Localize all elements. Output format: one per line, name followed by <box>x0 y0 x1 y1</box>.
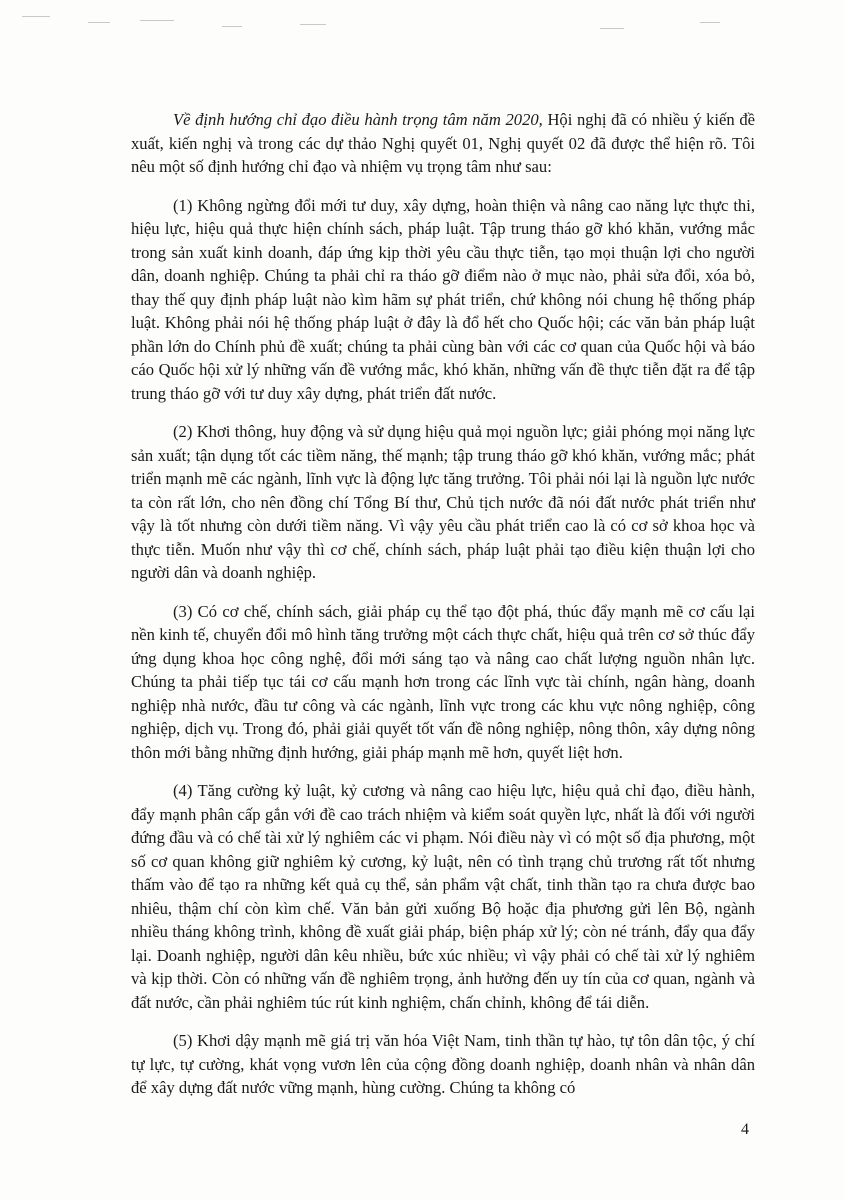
paragraph-4: (4) Tăng cường kỷ luật, kỷ cương và nâng cao hiệu lực, hiệu quả chỉ đạo, điều hành, đẩy mạnh phân cấp gắn với đề cao trách nhiệm và kiểm soát quyền lực, nhất là đối với người đứng đầu và có chế tài xử lý nghiêm các vi phạm. Nói điều này vì có một số địa phương, một số cơ quan không giữ nghiêm kỷ cương, kỷ luật, nên có tình trạng chủ trương rất tốt nhưng thấm vào để tạo ra những kết quả cụ thể, sản phẩm vật chất, tinh thần tạo ra chưa được bao nhiêu, thậm chí còn kìm chế. Văn bản gửi xuống Bộ hoặc địa phương gửi lên Bộ, ngành nhiều tháng không trình, không đề xuất giải pháp, biện pháp xử lý; còn né tránh, đẩy qua đẩy lại. Doanh nghiệp, người dân kêu nhiều, bức xúc nhiều; vì vậy phải có chế tài xử lý nghiêm và kịp thời. Còn có những vấn đề nghiêm trọng, ảnh hưởng đến uy tín của cơ quan, ngành và đất nước, cần phải nghiêm túc rút kinh nghiệm, chấn chỉnh, không để tái diễn. <box>131 781 755 1012</box>
paragraph-2: (2) Khơi thông, huy động và sử dụng hiệu quả mọi nguồn lực; giải phóng mọi năng lực sản xuất; tận dụng tốt các tiềm năng, thế mạnh; tập trung tháo gỡ khó khăn, vướng mắc; phát triển mạnh mẽ các ngành, lĩnh vực là động lực tăng trưởng. Tôi phải nói lại là nguồn lực nước ta còn rất lớn, cho nên đồng chí Tổng Bí thư, Chủ tịch nước đã nói đất nước phát triển như vậy là tốt nhưng còn dưới tiềm năng. Vì vậy yêu cầu phát triển cao là có cơ sở khoa học và thực tiễn. Muốn như vậy thì cơ chế, chính sách, pháp luật phải tạo điều kiện thuận lợi cho người dân và doanh nghiệp. <box>131 422 755 582</box>
scan-artifact-line <box>700 22 720 23</box>
scan-artifact-line <box>600 28 624 29</box>
page-number: 4 <box>741 1121 749 1138</box>
scan-artifact-line <box>88 22 110 23</box>
paragraph-5: (5) Khơi dậy mạnh mẽ giá trị văn hóa Việt Nam, tinh thần tự hào, tự tôn dân tộc, ý chí tự lực, tự cường, khát vọng vươn lên của cộng đồng doanh nghiệp, doanh nhân và nhân dân để xây dựng đất nước vững mạnh, hùng cường. Chúng ta không có <box>131 1031 755 1097</box>
scan-artifact-line <box>22 16 50 17</box>
intro-paragraph <box>131 108 755 179</box>
paragraph-3: (3) Có cơ chế, chính sách, giải pháp cụ thể tạo đột phá, thúc đẩy mạnh mẽ cơ cấu lại nền kinh tế, chuyển đổi mô hình tăng trưởng một cách thực chất, hiệu quả trên cơ sở thúc đẩy ứng dụng khoa học công nghệ, đổi mới sáng tạo và nâng cao chất lượng nguồn nhân lực. Chúng ta phải tiếp tục tái cơ cấu mạnh hơn trong các lĩnh vực tài chính, ngân hàng, doanh nghiệp nhà nước, đầu tư công và các ngành, lĩnh vực trong các khu vực nông nghiệp, công nghiệp, dịch vụ. Trong đó, phải giải quyết tốt vấn đề nông nghiệp, nông thôn, xây dựng nông thôn mới bằng những định hướng, giải pháp mạnh mẽ hơn, quyết liệt hơn. <box>131 601 755 762</box>
scan-artifact-line <box>140 20 174 21</box>
scan-artifact-line <box>300 24 326 25</box>
intro-text: Hội nghị đã có nhiều ý kiến đề xuất, kiến nghị và trong các dự thảo Nghị quyết 01, Nghị quyết 02 đã được thể hiện rõ. Tôi nêu một số định hướng chỉ đạo và nhiệm vụ trọng tâm như sau: <box>131 110 755 176</box>
paragraph-1: (1) Không ngừng đổi mới tư duy, xây dựng, hoàn thiện và nâng cao năng lực thực thi, hiệu lực, hiệu quả thực hiện chính sách, pháp luật. Tập trung tháo gỡ khó khăn, vướng mắc trong sản xuất kinh doanh, đáp ứng kịp thời yêu cầu thực tiễn, tạo mọi thuận lợi cho người dân, doanh nghiệp. Chúng ta phải chỉ ra tháo gỡ điểm nào ở mục nào, phải sửa đổi, xóa bỏ, thay thế quy định pháp luật nào kìm hãm sự phát triển, chứ không nói chung hệ thống pháp luật. Không phải nói hệ thống pháp luật ở đây là đổ hết cho Quốc hội; các văn bản pháp luật phần lớn do Chính phủ đề xuất; chúng ta phải cùng bàn với các cơ quan của Quốc hội và báo cáo Quốc hội xử lý những vấn đề vướng mắc, khó khăn, những vấn đề thực tiễn đặt ra để tập trung tháo gỡ với tư duy xây dựng, phát triển đất nước. <box>131 195 755 403</box>
scan-artifact-line <box>222 26 242 27</box>
intro-italic-lead: Về định hướng chỉ đạo điều hành trọng tâm năm 2020, <box>173 110 543 129</box>
document-body <box>131 108 755 1115</box>
